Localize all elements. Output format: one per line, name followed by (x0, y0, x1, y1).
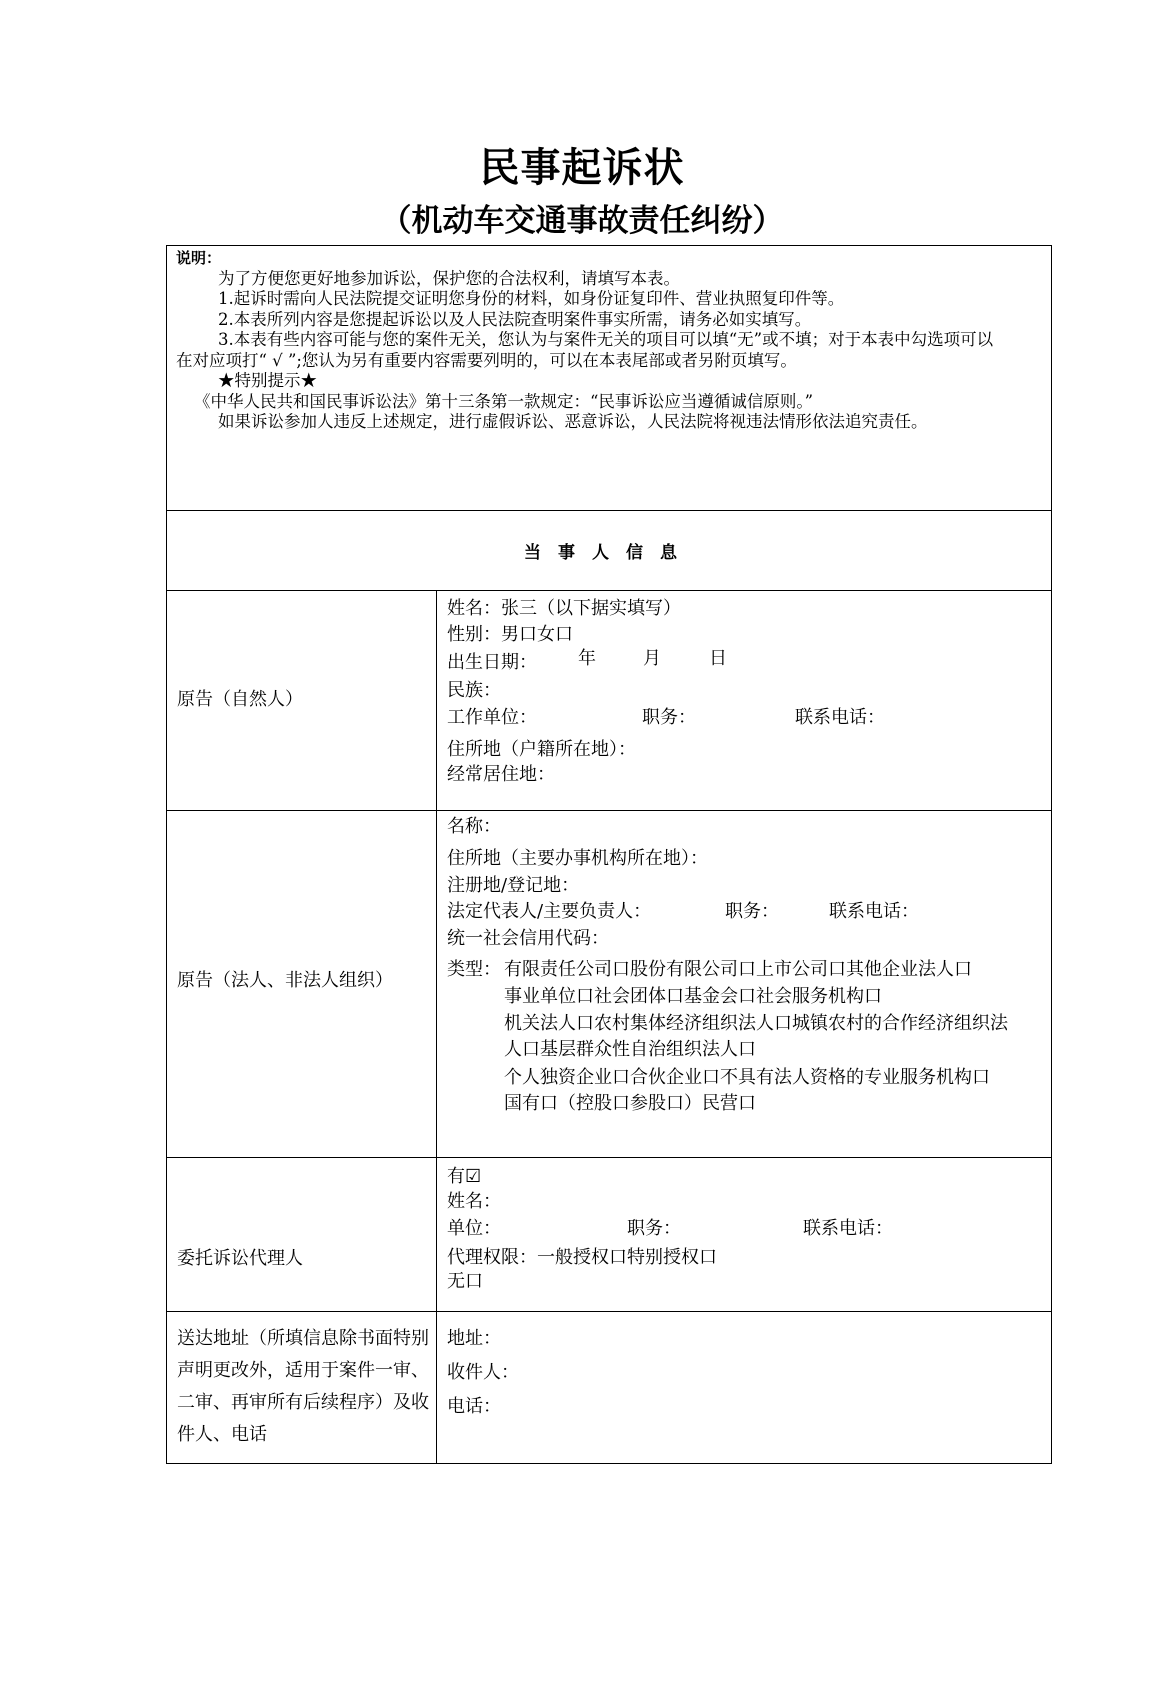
org-domicile-field[interactable]: 住所地（主要办事机构所在地）： (447, 848, 708, 869)
org-credit-code-field[interactable]: 统一社会信用代码： (447, 928, 609, 949)
column-divider (436, 590, 437, 1464)
delivery-label-line: 件人、电话 (177, 1424, 267, 1445)
notes-paragraph: 1.起诉时需向人民法院提交证明您身份的材料，如身份证复印件、营业执照复印件等。 (218, 289, 845, 308)
notes-paragraph: 为了方便您更好地参加诉讼，保护您的合法权利，请填写本表。 (218, 268, 680, 288)
agent-unit-field[interactable]: 单位： (447, 1218, 501, 1239)
agent-has-checkbox[interactable]: 有☑ (447, 1166, 482, 1187)
row-divider (166, 510, 1052, 511)
plaintiff-birth-label: 出生日期： (447, 652, 537, 673)
org-type-label: 类型： (447, 959, 501, 980)
notes-heading: 说明： (176, 249, 222, 267)
plaintiff-ethnicity-field[interactable]: 民族： (447, 680, 501, 701)
org-type-options[interactable]: 人口基层群众性自治组织法人口 (504, 1039, 756, 1060)
row-divider (166, 1311, 1052, 1312)
agent-phone-field[interactable]: 联系电话： (803, 1218, 893, 1239)
instructions-block (176, 248, 996, 433)
plaintiff-person-label: 原告（自然人） (177, 689, 303, 710)
section-title: 当事人信息 (524, 543, 694, 563)
plaintiff-gender-field[interactable]: 性别：男口女口 (447, 624, 573, 645)
org-type-options[interactable]: 国有口（控股口参股口）民营口 (504, 1093, 756, 1114)
delivery-label-line: 送达地址（所填信息除书面特别 (177, 1328, 429, 1349)
delivery-address-field[interactable]: 地址： (447, 1328, 501, 1349)
delivery-recipient-field[interactable]: 收件人： (447, 1362, 519, 1383)
row-divider (166, 810, 1052, 811)
notes-paragraph: 如果诉讼参加人违反上述规定，进行虚假诉讼、恶意诉讼，人民法院将视违法情形依法追究责任。 (218, 412, 928, 431)
document-subtitle: （机动车交通事故责任纠纷） (380, 203, 784, 239)
notes-paragraph: 3.本表有些内容可能与您的案件无关，您认为与案件无关的项目可以填“无”或不填；对于本表中勾选项可以在对应项打“ √ ”;您认为另有重要内容需要列明的，可以在本表尾部或者另附页填写。 (176, 330, 994, 370)
plaintiff-domicile-field[interactable]: 住所地（户籍所在地）： (447, 739, 636, 760)
notes-paragraph: 2.本表所列内容是您提起诉讼以及人民法院查明案件事实所需，请务必如实填写。 (218, 309, 812, 329)
delivery-label-line: 二审、再审所有后续程序）及收 (177, 1392, 429, 1413)
plaintiff-birth-day[interactable]: 日 (709, 648, 727, 669)
agent-position-field[interactable]: 职务： (627, 1218, 681, 1239)
row-divider (166, 590, 1052, 591)
plaintiff-residence-field[interactable]: 经常居住地： (447, 764, 555, 785)
plaintiff-birth-month[interactable]: 月 (643, 648, 661, 669)
agent-authority-field[interactable]: 代理权限：一般授权口特别授权口 (447, 1247, 717, 1268)
delivery-phone-field[interactable]: 电话： (447, 1396, 501, 1417)
plaintiff-birth-year[interactable]: 年 (578, 648, 596, 669)
org-position-field[interactable]: 职务： (725, 901, 779, 922)
org-type-options[interactable]: 事业单位口社会团体口基金会口社会服务机构口 (504, 986, 882, 1007)
org-type-options[interactable]: 个人独资企业口合伙企业口不具有法人资格的专业服务机构口 (504, 1067, 990, 1088)
org-phone-field[interactable]: 联系电话： (829, 901, 919, 922)
plaintiff-employer-field[interactable]: 工作单位： (447, 707, 537, 728)
plaintiff-position-field[interactable]: 职务： (642, 707, 696, 728)
special-notice-heading: ★特别提示★ (218, 371, 317, 390)
org-type-options[interactable]: 机关法人口农村集体经济组织法人口城镇农村的合作经济组织法 (504, 1013, 1008, 1034)
agent-label: 委托诉讼代理人 (177, 1248, 303, 1269)
plaintiff-org-label: 原告（法人、非法人组织） (177, 970, 393, 991)
org-name-field[interactable]: 名称： (447, 816, 501, 837)
plaintiff-phone-field[interactable]: 联系电话： (795, 707, 885, 728)
plaintiff-name-field[interactable]: 姓名：张三（以下据实填写） (447, 598, 681, 619)
document-title: 民事起诉状 (479, 145, 685, 191)
agent-name-field[interactable]: 姓名： (447, 1191, 501, 1212)
agent-none-checkbox[interactable]: 无口 (447, 1271, 483, 1292)
notes-paragraph: 《中华人民共和国民事诉讼法》第十三条第一款规定：“民事诉讼应当遵循诚信原则。” (194, 391, 814, 411)
org-registration-field[interactable]: 注册地/登记地： (447, 875, 580, 896)
org-representative-field[interactable]: 法定代表人/主要负责人： (447, 901, 652, 922)
row-divider (166, 1157, 1052, 1158)
delivery-label-line: 声明更改外，适用于案件一审、 (177, 1360, 429, 1381)
org-type-options[interactable]: 有限责任公司口股份有限公司口上市公司口其他企业法人口 (504, 959, 972, 980)
